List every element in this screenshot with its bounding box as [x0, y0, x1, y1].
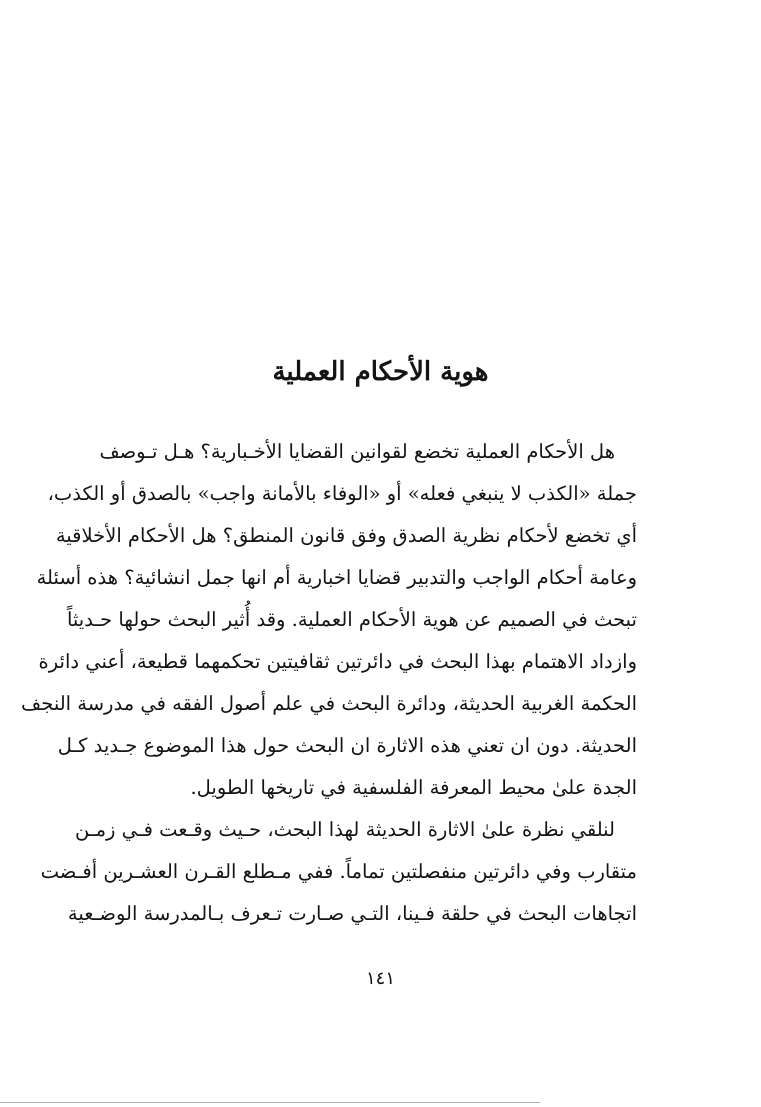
text-line: وعامة أحكام الواجب والتدبير قضايا اخبارية أم انها جمل انشائية؟ هذه أسئلة — [36, 566, 637, 589]
text-line: لنلقي نظرة علىٰ الاثارة الحديثة لهذا البحث، حـيث وقـعت فـي زمـن — [75, 818, 615, 841]
page-number: ١٤١ — [365, 968, 395, 989]
text-line: الحديثة. دون ان تعني هذه الاثارة ان البحث حول هذا الموضوع جـديد كـل — [57, 734, 637, 757]
text-line: الجدة علىٰ محيط المعرفة الفلسفية في تاريخها الطويل. — [190, 776, 637, 799]
text-line: هل الأحكام العملية تخضع لقوانين القضايا الأخـبارية؟ هـل تـوصف — [99, 440, 615, 463]
text-line: اتجاهات البحث في حلقة فـينا، التـي صـارت تـعرف بـالمدرسة الوضـعية — [67, 902, 637, 925]
text-line: متقارب وفي دائرتين منفصلتين تماماً. ففي مـطلع القـرن العشـرين أفـضت — [40, 860, 637, 883]
text-line: الحكمة الغربية الحديثة، ودائرة البحث في علم أصول الفقه في مدرسة النجف — [21, 692, 637, 715]
text-line: وازداد الاهتمام بهذا البحث في دائرتين ثقافيتين تحكمهما قطيعة، أعني دائرة — [38, 650, 637, 673]
text-line: تبحث في الصميم عن هوية الأحكام العملية. وقد أُثير البحث حولها حـديثاً — [66, 608, 637, 631]
page-title: هوية الأحكام العملية — [272, 357, 489, 388]
text-line: أي تخضع لأحكام نظرية الصدق وفق قانون المنطق؟ هل الأحكام الأخلاقية — [55, 524, 637, 547]
text-line: جملة «الكذب لا ينبغي فعله» أو «الوفاء بالأمانة واجب» بالصدق أو الكذب، — [47, 482, 637, 505]
paragraph-2 — [40, 809, 637, 935]
scan-edge-divider — [0, 1102, 540, 1103]
paragraph-1 — [21, 431, 637, 809]
